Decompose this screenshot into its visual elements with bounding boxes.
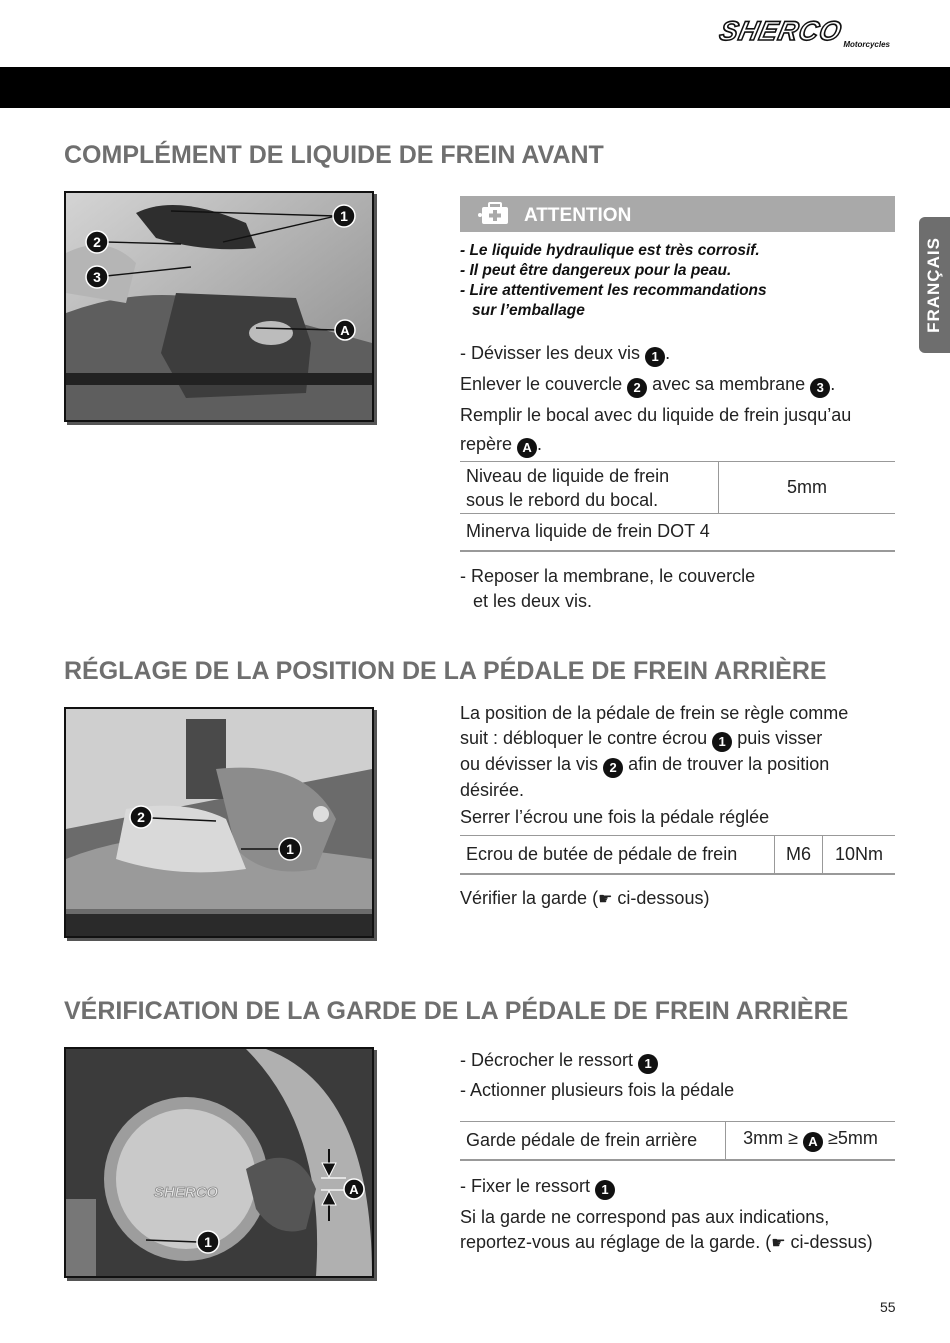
svg-text:1: 1 [204, 1234, 212, 1250]
table-cell: Ecrou de butée de pédale de frein [460, 836, 775, 874]
attention-text [460, 241, 767, 321]
svg-text:1: 1 [340, 208, 348, 224]
ref-2: 2 [627, 378, 647, 398]
section2-title: RÉGLAGE DE LA POSITION DE LA PÉDALE DE FREIN ARRIÈRE [64, 657, 827, 685]
ref-a: A [803, 1132, 823, 1152]
cover-logo-text: SHERCO [153, 1184, 219, 1201]
table-cell: 3mm ≥ A ≥5mm [726, 1122, 896, 1160]
ref-1: 1 [712, 732, 732, 752]
warning-line: - Lire attentivement les recommandations [460, 282, 767, 299]
sherco-logo [716, 16, 900, 52]
svg-text:A: A [349, 1182, 359, 1197]
section1-title: COMPLÉMENT DE LIQUIDE DE FREIN AVANT [64, 141, 604, 169]
warning-line: sur l’emballage [472, 302, 585, 319]
table-cell: Minerva liquide de frein DOT 4 [466, 521, 710, 542]
ref-3: 3 [810, 378, 830, 398]
table-cell: Garde pédale de frein arrière [460, 1122, 726, 1160]
table-cell: Niveau de liquide de frein sous le rebord du bocal. [460, 462, 719, 514]
ref-a: A [517, 438, 537, 458]
step-fix-spring: - Fixer le ressort 1 [460, 1174, 615, 1200]
warning-line: - Il peut être dangereux pour la peau. [460, 262, 732, 279]
step-fill: Remplir le bocal avec du liquide de frein jusqu’au repère A . [460, 403, 851, 458]
clearance-table [460, 1121, 895, 1161]
pointing-hand-icon: ☛ [598, 891, 613, 908]
check-clearance-note: Vérifier la garde (☛ ci-dessous) [460, 888, 710, 908]
callout-1 [279, 838, 301, 860]
table-cell: M6 [775, 836, 823, 874]
brand-name: SHERCO [716, 16, 845, 46]
callout-1 [333, 205, 355, 227]
header-bar [0, 67, 950, 108]
svg-text:1: 1 [286, 841, 294, 857]
tighten-note: Serrer l’écrou une fois la pédale réglée [460, 807, 770, 827]
section3-title: VÉRIFICATION DE LA GARDE DE LA PÉDALE DE FREIN ARRIÈRE [64, 997, 849, 1025]
attention-label: ATTENTION [524, 205, 632, 226]
callout-a [335, 320, 355, 340]
svg-text:2: 2 [93, 234, 101, 250]
language-label: FRANÇAIS [924, 237, 943, 333]
warning-line: - Le liquide hydraulique est très corrosif. [460, 242, 760, 259]
pedal-adjust-instructions: La position de la pédale de frein se règle comme suit : débloquer le contre écrou 1 puis visser ou dévisser la vis 2 afin de trouver la position désirée. [460, 703, 849, 800]
ref-2: 2 [603, 758, 623, 778]
callout-3 [86, 266, 108, 288]
callout-2 [130, 806, 152, 828]
torque-table [460, 835, 895, 875]
table-cell: 10Nm [834, 843, 883, 864]
ref-1: 1 [638, 1054, 658, 1074]
language-tab [919, 217, 950, 353]
clearance-note: Si la garde ne correspond pas aux indications, reportez-vous au réglage de la garde. (☛ ci-dessus) [460, 1207, 873, 1252]
svg-text:3: 3 [93, 269, 101, 285]
step-unhook-spring: - Décrocher le ressort 1 [460, 1048, 658, 1074]
table-cell: 5mm [787, 477, 827, 497]
page-number: 55 [880, 1299, 896, 1315]
attention-banner [460, 196, 895, 232]
ref-1: 1 [645, 347, 665, 367]
brand-subtitle: Motorcycles [843, 40, 890, 49]
pointing-hand-icon: ☛ [771, 1234, 786, 1252]
step-remove-cover: Enlever le couvercle 2 avec sa membrane 3 . [460, 372, 835, 398]
pedal-clearance-photo [64, 1047, 374, 1278]
step-actuate-pedal: - Actionner plusieurs fois la pédale [460, 1080, 735, 1100]
step-unscrew: - Dévisser les deux vis 1 . [460, 341, 670, 367]
callout-1 [197, 1231, 219, 1253]
ref-1: 1 [595, 1180, 615, 1200]
first-aid-icon [476, 201, 512, 227]
fluid-level-table [460, 461, 895, 552]
svg-text:A: A [340, 323, 350, 338]
step-refit: - Reposer la membrane, le couvercle et les deux vis. [460, 566, 756, 611]
svg-text:2: 2 [137, 809, 145, 825]
callout-a [344, 1179, 364, 1199]
brake-pedal-photo [64, 707, 374, 938]
callout-2 [86, 231, 108, 253]
brake-reservoir-photo [64, 191, 374, 422]
